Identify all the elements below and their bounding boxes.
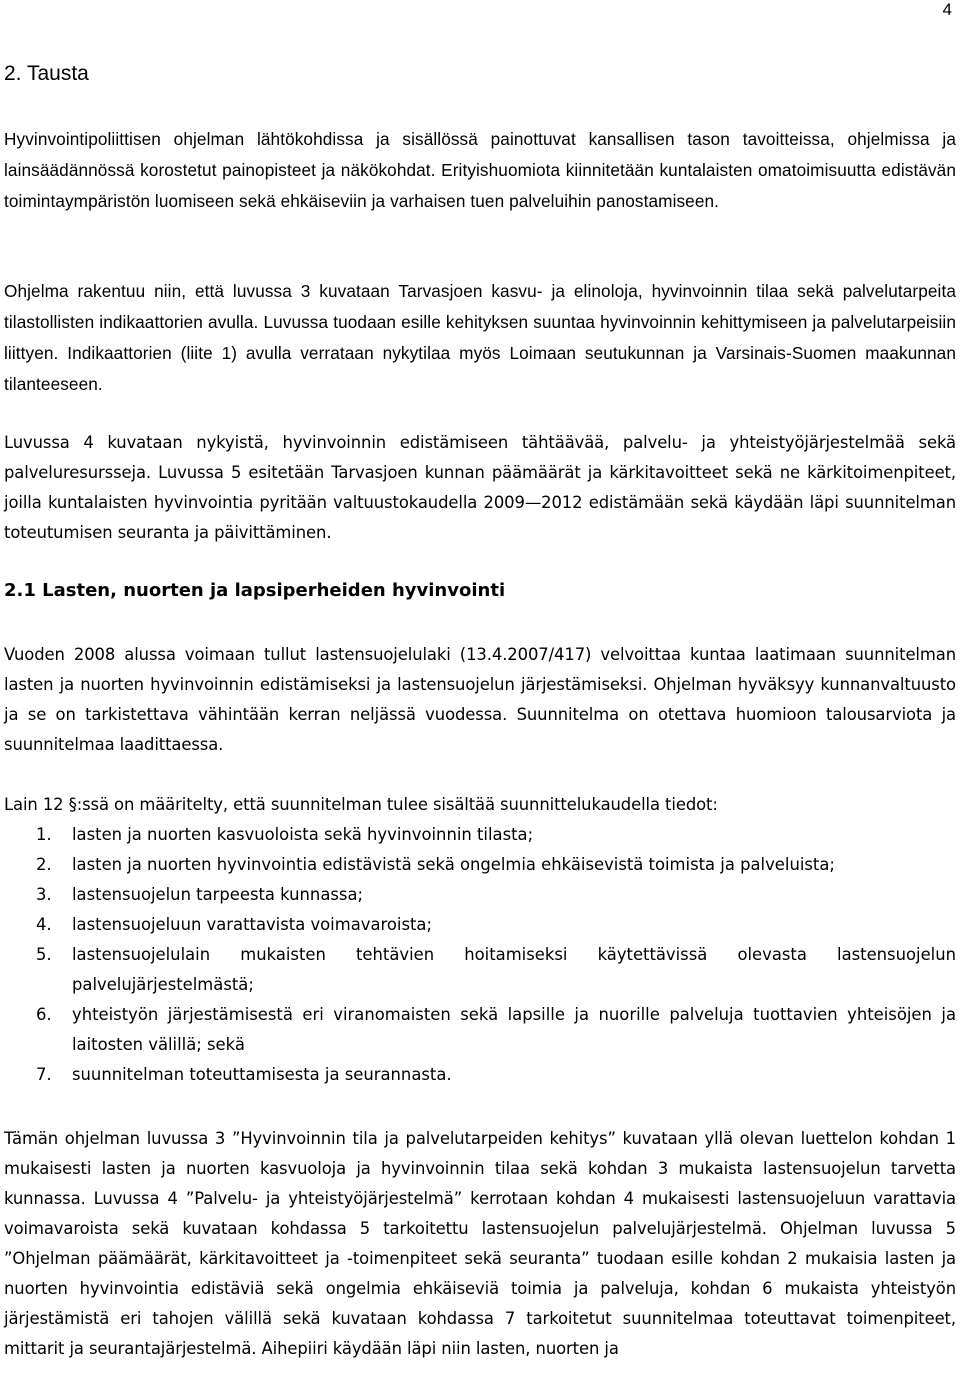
list-item: 7. suunnitelman toteuttamisesta ja seurannasta. [36, 1065, 452, 1084]
list-item: 5. lastensuojelulain mukaisten tehtävien hoitamiseksi käytettävissä olevasta lastensuojelun palvelujärjestelmästä; [36, 945, 956, 994]
law-paragraph: Vuoden 2008 alussa voimaan tullut lastensuojelulaki (13.4.2007/417) velvoittaa kuntaa laatimaan suunnitelman lasten ja nuorten hyvinvoinnin edistämiseksi ja lastensuojelun järjestämiseksi. Ohjelman hyväksyy kunnanvaltuusto ja se on tarkistettava vähintään kerran neljässä vuodessa. Suunnitelma on otettava huomioon talousarviota ja suunnitelmaa laadittaessa. [4, 645, 956, 754]
list-item: 3. lastensuojelun tarpeesta kunnassa; [36, 885, 364, 904]
list-item: 2. lasten ja nuorten hyvinvointia edistävistä sekä ongelmia ehkäisevistä toimista ja palveluista; [36, 855, 835, 874]
list-item: 6. yhteistyön järjestämisestä eri viranomaisten sekä lapsille ja nuorille palveluja tuottavien yhteisöjen ja laitosten välillä; sekä [36, 1005, 956, 1054]
requirements-list [4, 820, 956, 1090]
summary-paragraph: Tämän ohjelman luvussa 3 ”Hyvinvoinnin tila ja palvelutarpeiden kehitys” kuvataan yllä olevan luettelon kohdan 1 mukaisesti lasten ja nuorten kasvuoloja ja hyvinvoinnin tilaa sekä kohdan 3 mukaista lastensuojelun tarvetta kunnassa. Luvussa 4 ”Palvelu- ja yhteistyöjärjestelmä” kerrotaan kohdan 4 mukaisesti lastensuojeluun varattavia voimavaroista sekä kuvataan kohdassa 5 tarkoitettu lastensuojelun palvelujärjestelmä. Ohjelman luvussa 5 ”Ohjelman päämäärät, kärkitavoitteet ja -toimenpiteet sekä seuranta” tuodaan esille kohdan 2 mukaisia lasten ja nuorten hyvinvointia edistäviä sekä ongelmia ehkäiseviä toimia ja palveluja, kohdan 6 mukaista yhteistyön järjestämistä eri tahojen välillä sekä kuvataan kohdassa 7 tarkoitetut suunnitelmaa toteuttavat toimenpiteet, mittarit ja seurantajärjestelmä. Aihepiiri käydään läpi niin lasten, nuorten ja [4, 1129, 956, 1358]
list-item: 1. lasten ja nuorten kasvuoloista sekä hyvinvoinnin tilasta; [36, 825, 534, 844]
background-paragraph-2: Ohjelma rakentuu niin, että luvussa 3 kuvataan Tarvasjoen kasvu- ja elinoloja, hyvinvoinnin tilaa sekä palvelutarpeita tilastollisten indikaattorien avulla. Luvussa tuodaan esille kehityksen suuntaa hyvinvoinnin kehittymiseen ja palvelutarpeisiin liittyen. Indikaattorien (liite 1) avulla verrataan nykytilaa myös Loimaan seutukunnan ja Varsinais-Suomen maakunnan tilanteeseen. [4, 281, 956, 394]
subsection-heading: 2.1 Lasten, nuorten ja lapsiperheiden hyvinvointi [4, 580, 506, 601]
section-heading: 2. Tausta [4, 62, 89, 85]
background-paragraph-1: Hyvinvointipoliittisen ohjelman lähtökohdissa ja sisällössä painottuvat kansallisen tason tavoitteissa, ohjelmissa ja lainsäädännössä korostetut painopisteet ja näkökohdat. Erityishuomiota kiinnitetään kuntalaisten omatoimisuutta edistävän toimintaympäristön luomiseen sekä ehkäiseviin ja varhaisen tuen palveluihin panostamiseen. [4, 129, 956, 211]
background-paragraph-3: Luvussa 4 kuvataan nykyistä, hyvinvoinnin edistämiseen tähtäävää, palvelu- ja yhteistyöjärjestelmää sekä palveluresursseja. Luvussa 5 esitetään Tarvasjoen kunnan päämäärät ja kärkitavoitteet sekä ne kärkitoimenpiteet, joilla kuntalaisten hyvinvointia pyritään valtuustokaudella 2009—2012 edistämään sekä käydään läpi suunnitelman toteutumisen seuranta ja päivittäminen. [4, 433, 956, 542]
list-item: 4. lastensuojeluun varattavista voimavaroista; [36, 915, 432, 934]
page-number: 4 [942, 0, 952, 19]
list-intro: Lain 12 §:ssä on määritelty, että suunnitelman tulee sisältää suunnittelukaudella tiedot: [4, 795, 718, 814]
